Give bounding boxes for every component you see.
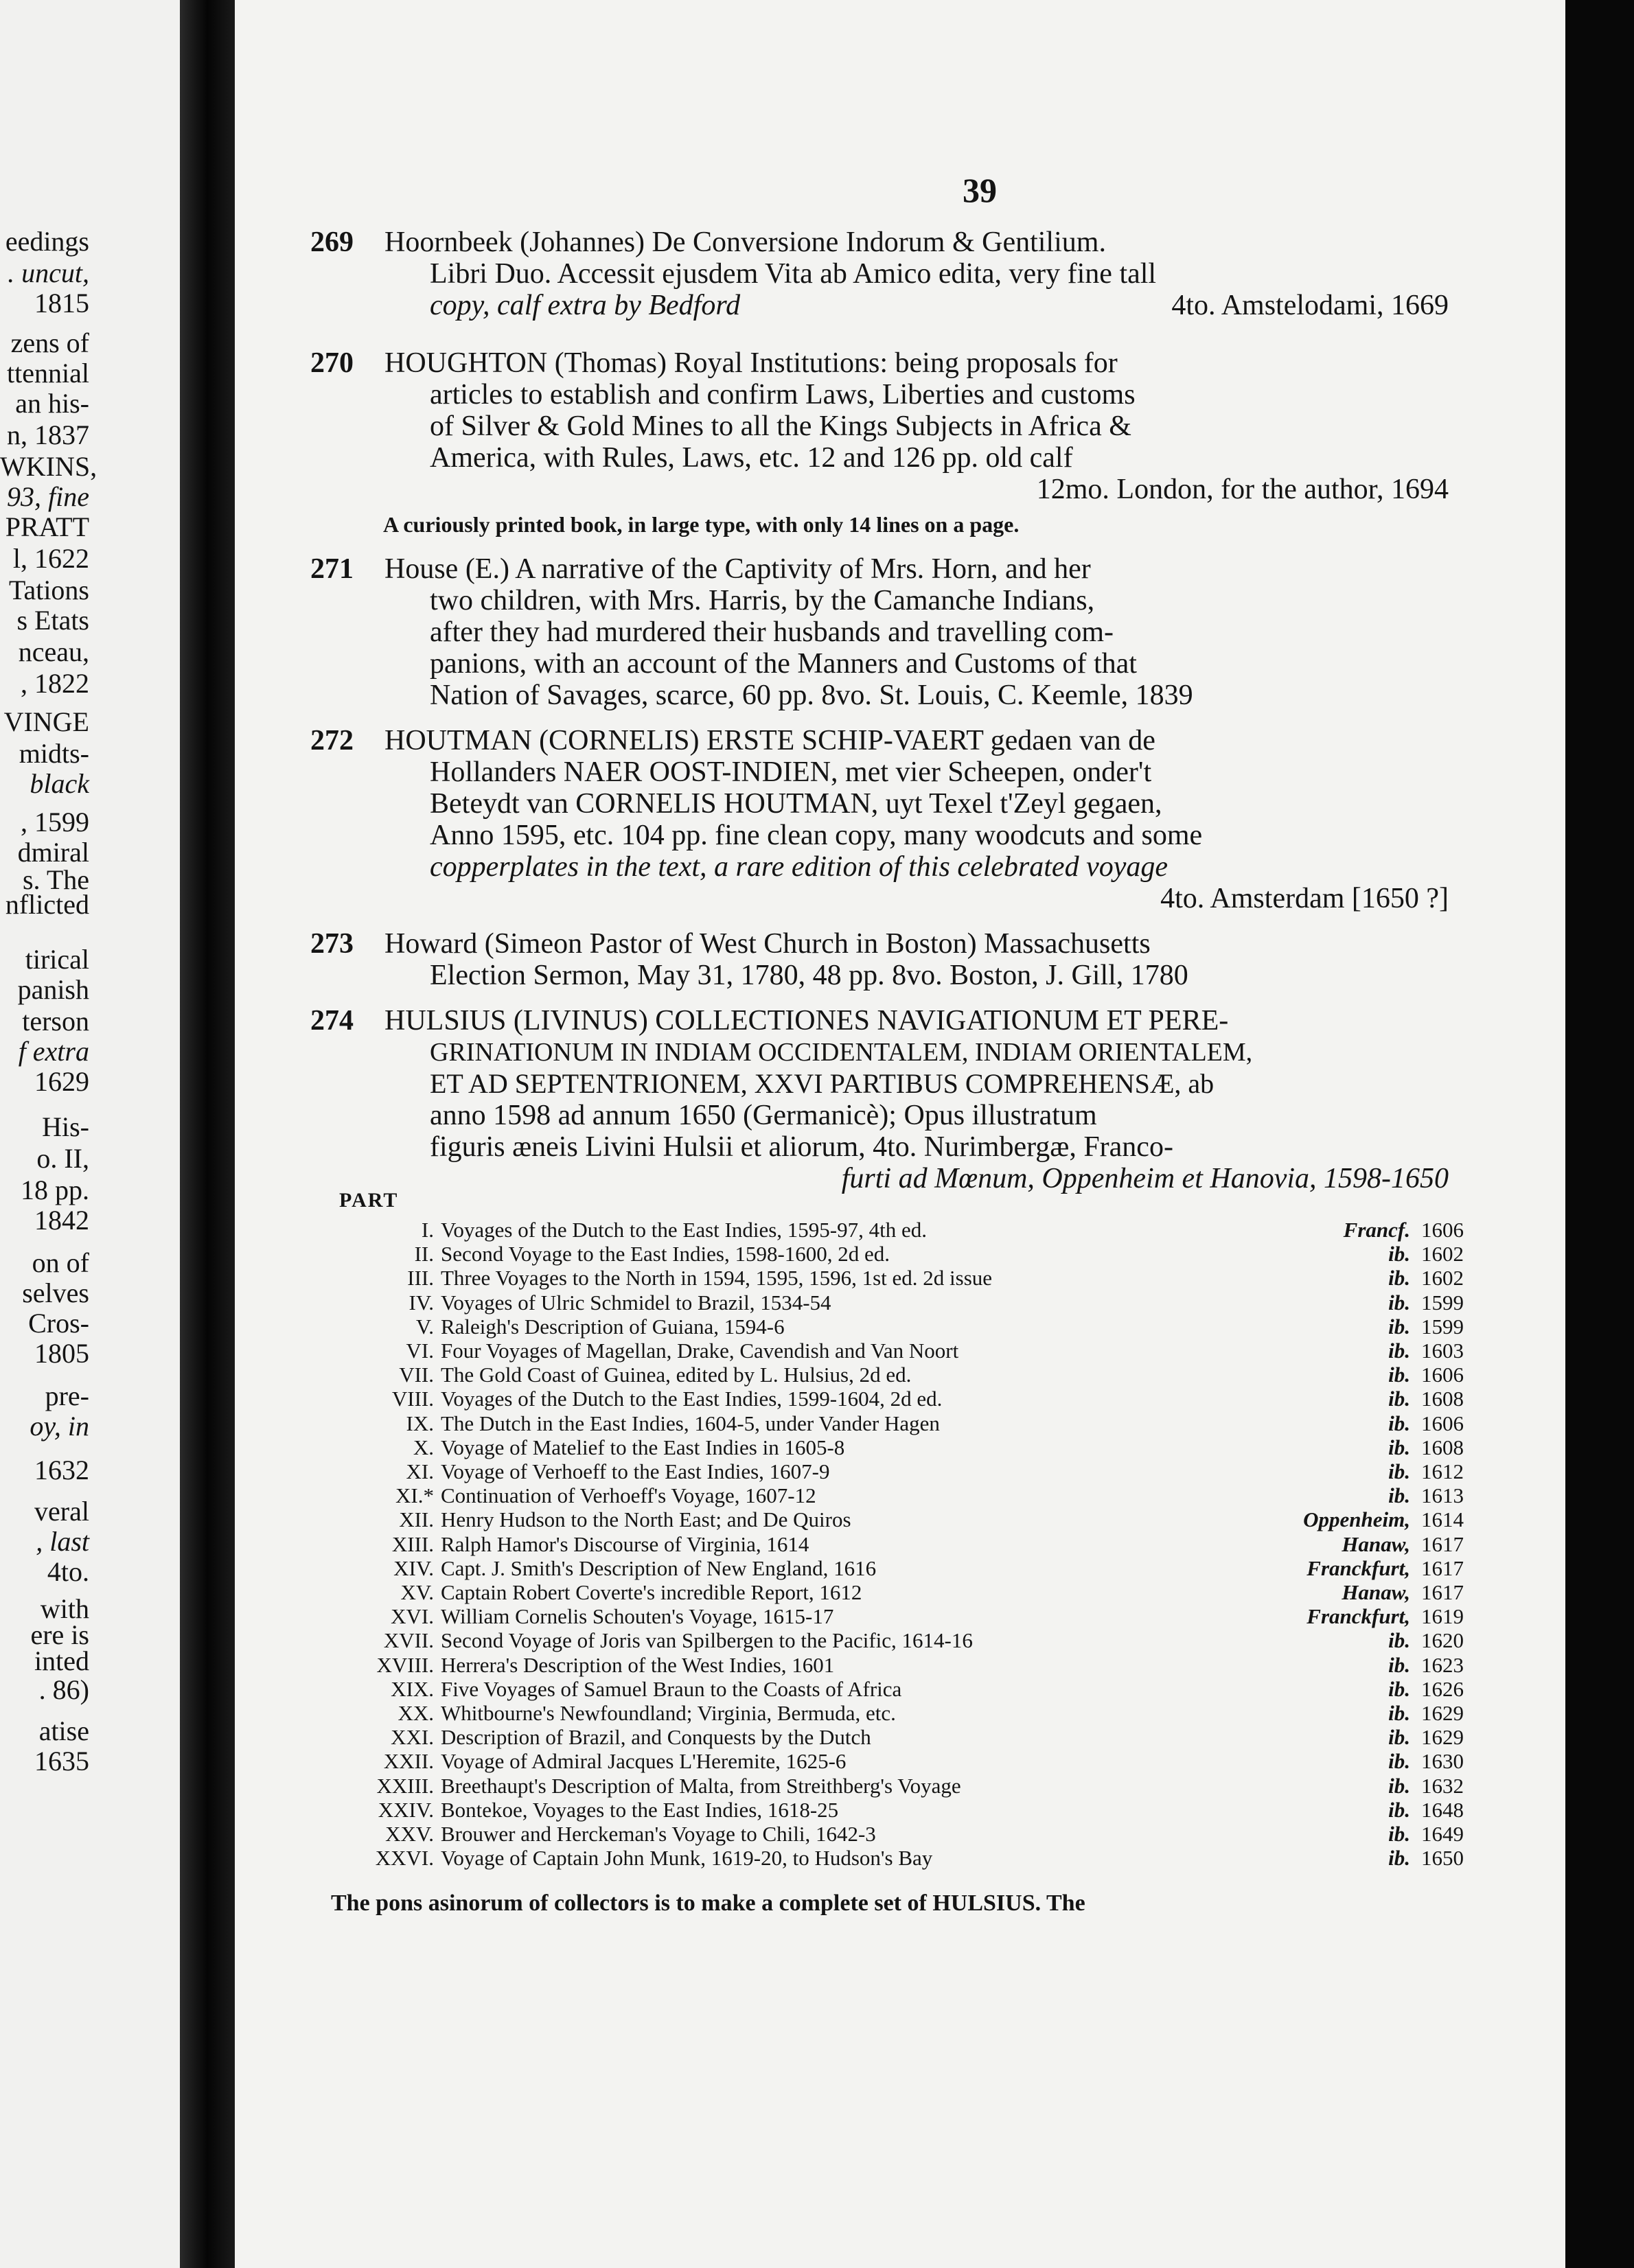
part-number: XIII. [391, 1531, 434, 1556]
part-number: VIII. [391, 1387, 434, 1411]
part-row [235, 1846, 1565, 1871]
part-year: 1632 [1421, 1773, 1464, 1798]
entry-line: HOUTMAN (CORNELIS) ERSTE SCHIP-VAERT gedaen van de [384, 725, 1155, 756]
left-page-text: 1632 [34, 1455, 89, 1485]
entry-line: two children, with Mrs. Harris, by the Camanche Indians, [430, 585, 1095, 616]
part-title: Voyages of Ulric Schmidel to Brazil, 1534-54 [441, 1290, 831, 1315]
part-title: Raleigh's Description of Guiana, 1594-6 [441, 1314, 785, 1339]
left-page-text: on of [32, 1247, 89, 1278]
parts-heading: PART [339, 1189, 399, 1212]
part-year: 1608 [1421, 1435, 1464, 1459]
part-place: ib. [1388, 1628, 1410, 1653]
part-number: XVII. [383, 1628, 434, 1653]
entry-line: articles to establish and confirm Laws, Liberties and customs [430, 379, 1136, 410]
part-number: XIX. [391, 1676, 434, 1701]
left-page-text: 18 pp. [21, 1174, 89, 1205]
left-page-text: 1842 [34, 1205, 89, 1236]
left-page-text: f extra [18, 1036, 89, 1067]
part-title: The Dutch in the East Indies, 1604-5, under Vander Hagen [441, 1411, 940, 1435]
part-title: Voyage of Admiral Jacques L'Heremite, 1625-6 [441, 1749, 847, 1774]
part-year: 1617 [1421, 1580, 1464, 1604]
part-place: ib. [1388, 1411, 1410, 1435]
part-year: 1602 [1421, 1266, 1464, 1291]
left-page-text: PRATT [5, 511, 89, 542]
part-row [235, 1580, 1565, 1605]
page-edge [1565, 0, 1634, 2268]
left-page-text: oy, in [30, 1411, 89, 1442]
part-place: ib. [1388, 1266, 1410, 1291]
left-page-text: VINGE [3, 706, 89, 737]
left-page-text: , 1822 [21, 668, 89, 699]
left-page-text: nceau, [18, 636, 89, 667]
part-row [235, 1749, 1565, 1774]
left-page-text: nflicted [5, 889, 89, 920]
part-year: 1603 [1421, 1339, 1464, 1363]
entry-line: Hollanders NAER OOST-INDIEN, met vier Scheepen, onder't [430, 756, 1152, 788]
left-page-text: ttennial [7, 358, 89, 389]
part-number: VI. [406, 1339, 434, 1363]
part-title: Second Voyage of Joris van Spilbergen to the Pacific, 1614-16 [441, 1628, 973, 1653]
part-year: 1599 [1421, 1290, 1464, 1315]
part-number: IX. [406, 1411, 434, 1435]
part-row [235, 1725, 1565, 1750]
left-page-text: an his- [15, 388, 89, 419]
entry-number: 269 [310, 227, 354, 258]
entry-line: of Silver & Gold Mines to all the Kings Subjects in Africa & [430, 410, 1131, 442]
part-place: ib. [1388, 1242, 1410, 1266]
part-year: 1650 [1421, 1846, 1464, 1871]
part-year: 1623 [1421, 1652, 1464, 1677]
part-row [235, 1556, 1565, 1581]
part-title: Herrera's Description of the West Indies, 1601 [441, 1652, 835, 1677]
part-place: ib. [1388, 1387, 1410, 1411]
left-page-text: zens of [10, 327, 89, 358]
entry-imprint: 12mo. London, for the author, 1694 [1036, 474, 1449, 505]
part-number: XVI. [391, 1604, 434, 1629]
part-year: 1620 [1421, 1628, 1464, 1653]
left-page-text: Tations [8, 575, 89, 605]
part-place: ib. [1388, 1459, 1410, 1483]
part-title: Voyages of the Dutch to the East Indies, 1595-97, 4th ed. [441, 1218, 927, 1242]
entry-line: HULSIUS (LIVINUS) COLLECTIONES NAVIGATIONUM ET PERE- [384, 1005, 1229, 1037]
entry-line: Hoornbeek (Johannes) De Conversione Indorum & Gentilium. [384, 227, 1106, 258]
part-row [235, 1435, 1565, 1460]
part-row [235, 1507, 1565, 1532]
part-place: ib. [1388, 1290, 1410, 1315]
left-page-text: . 86) [38, 1674, 89, 1705]
part-number: XXIV. [378, 1797, 434, 1822]
part-year: 1612 [1421, 1459, 1464, 1483]
entry-line: Anno 1595, etc. 104 pp. fine clean copy, many woodcuts and some [430, 820, 1203, 851]
part-title: Continuation of Verhoeff's Voyage, 1607-12 [441, 1483, 816, 1508]
part-title: Five Voyages of Samuel Braun to the Coasts of Africa [441, 1676, 902, 1701]
entry-number: 272 [310, 725, 354, 756]
part-number: V. [415, 1314, 434, 1339]
entry-line: figuris æneis Livini Hulsii et aliorum, 4to. Nurimbergæ, Franco- [430, 1131, 1173, 1163]
part-number: XX. [398, 1701, 434, 1725]
part-row [235, 1822, 1565, 1847]
part-place: ib. [1388, 1483, 1410, 1508]
left-page-text: , 1599 [21, 807, 89, 837]
part-number: XI.* [395, 1483, 434, 1508]
part-year: 1648 [1421, 1797, 1464, 1822]
part-number: IV. [408, 1290, 434, 1315]
left-page-text: 1815 [34, 288, 89, 319]
part-year: 1649 [1421, 1822, 1464, 1846]
part-row [235, 1291, 1565, 1315]
entry-line: copperplates in the text, a rare edition of this celebrated voyage [430, 851, 1168, 883]
left-page-text: 1805 [34, 1338, 89, 1369]
part-row [235, 1604, 1565, 1629]
part-title: Voyage of Verhoeff to the East Indies, 1607-9 [441, 1459, 830, 1483]
part-place: ib. [1388, 1314, 1410, 1339]
part-row [235, 1315, 1565, 1339]
left-page-text: panish [17, 974, 89, 1005]
part-row [235, 1242, 1565, 1266]
part-number: VII. [399, 1363, 434, 1387]
part-number: XIV. [393, 1555, 434, 1580]
book-gutter [180, 0, 235, 2268]
part-year: 1606 [1421, 1363, 1464, 1387]
part-title: Description of Brazil, and Conquests by the Dutch [441, 1725, 871, 1750]
part-number: II. [414, 1242, 434, 1266]
entry-line: copy, calf extra by Bedford [430, 290, 741, 321]
part-year: 1617 [1421, 1531, 1464, 1556]
left-page-text: n, 1837 [7, 419, 89, 450]
part-row [235, 1701, 1565, 1726]
part-row [235, 1677, 1565, 1702]
part-number: XV. [400, 1580, 434, 1604]
part-title: Ralph Hamor's Discourse of Virginia, 1614 [441, 1531, 809, 1556]
entry-line: after they had murdered their husbands and travelling com- [430, 616, 1114, 648]
part-title: William Cornelis Schouten's Voyage, 1615-17 [441, 1604, 834, 1629]
part-title: Four Voyages of Magellan, Drake, Cavendish and Van Noort [441, 1339, 959, 1363]
page-number: 39 [963, 171, 997, 209]
part-year: 1629 [1421, 1701, 1464, 1725]
left-page-text: ere is [30, 1619, 89, 1650]
part-place: ib. [1388, 1676, 1410, 1701]
left-page-text: inted [34, 1645, 89, 1676]
part-place: ib. [1388, 1652, 1410, 1677]
part-place: ib. [1388, 1797, 1410, 1822]
entry-line: HOUGHTON (Thomas) Royal Institutions: being proposals for [384, 347, 1118, 379]
entry-line: Nation of Savages, scarce, 60 pp. 8vo. St. Louis, C. Keemle, 1839 [430, 680, 1193, 711]
entry-imprint: 4to. Amstelodami, 1669 [1171, 290, 1449, 321]
entry-line: anno 1598 ad annum 1650 (Germanicè); Opus illustratum [430, 1100, 1097, 1131]
part-number: XVIII. [376, 1652, 434, 1677]
part-place: ib. [1388, 1435, 1410, 1459]
left-page-text: 1635 [34, 1746, 89, 1777]
part-place: Franckfurt, [1307, 1604, 1410, 1629]
part-place: Hanaw, [1342, 1580, 1410, 1604]
left-page-text: with [40, 1593, 89, 1624]
entry-line: Beteydt van CORNELIS HOUTMAN, uyt Texel t'Zeyl gegaen, [430, 788, 1162, 820]
left-page-text: s Etats [16, 605, 89, 636]
part-row [235, 1459, 1565, 1484]
part-place: ib. [1388, 1822, 1410, 1846]
part-title: Voyages of the Dutch to the East Indies, 1599-1604, 2d ed. [441, 1387, 943, 1411]
left-page-text: s. The [22, 864, 89, 895]
part-row [235, 1363, 1565, 1387]
part-year: 1606 [1421, 1411, 1464, 1435]
part-year: 1602 [1421, 1242, 1464, 1266]
left-page-text: veral [34, 1496, 89, 1527]
part-row [235, 1483, 1565, 1508]
part-title: Brouwer and Herckeman's Voyage to Chili, 1642-3 [441, 1822, 876, 1846]
entry-line: panions, with an account of the Manners and Customs of that [430, 648, 1137, 680]
left-page-text: midts- [19, 738, 89, 769]
part-place: ib. [1388, 1339, 1410, 1363]
part-year: 1629 [1421, 1725, 1464, 1750]
part-place: ib. [1388, 1846, 1410, 1871]
part-title: Voyage of Captain John Munk, 1619-20, to Hudson's Bay [441, 1846, 933, 1871]
left-page-text: black [30, 768, 89, 799]
part-place: ib. [1388, 1773, 1410, 1798]
left-page-text: eedings [5, 226, 89, 257]
part-year: 1626 [1421, 1676, 1464, 1701]
part-place: Francf. [1343, 1218, 1410, 1242]
left-page-text: o. II, [36, 1143, 89, 1174]
entry-number: 274 [310, 1005, 354, 1037]
part-year: 1630 [1421, 1749, 1464, 1774]
left-page-text: WKINS, [0, 451, 97, 482]
left-page-text: His- [42, 1111, 89, 1142]
left-page-text: tirical [25, 944, 89, 975]
part-number: I. [421, 1218, 434, 1242]
entry-number: 273 [310, 928, 354, 960]
entry-imprint: 4to. Amsterdam [1650 ?] [1160, 883, 1449, 914]
part-title: Second Voyage to the East Indies, 1598-1600, 2d ed. [441, 1242, 890, 1266]
entry-line: Howard (Simeon Pastor of West Church in Boston) Massachusetts [384, 928, 1151, 960]
left-page-text: Cros- [28, 1308, 89, 1339]
part-number: XXII. [383, 1749, 434, 1774]
part-title: Capt. J. Smith's Description of New England, 1616 [441, 1555, 877, 1580]
left-page-text: . uncut, [8, 257, 89, 288]
part-row [235, 1774, 1565, 1798]
entry-imprint: furti ad Mœnum, Oppenheim et Hanovia, 1598-1650 [841, 1163, 1449, 1194]
part-row [235, 1218, 1565, 1242]
entry-line: GRINATIONUM IN INDIAM OCCIDENTALEM, INDIAM ORIENTALEM, [430, 1038, 1253, 1067]
left-page-text: terson [22, 1006, 89, 1037]
part-number: XI. [406, 1459, 434, 1483]
entry-line: Election Sermon, May 31, 1780, 48 pp. 8vo. Boston, J. Gill, 1780 [430, 960, 1188, 991]
left-page-fragment [0, 0, 180, 2268]
entry-line: House (E.) A narrative of the Captivity of Mrs. Horn, and her [384, 553, 1091, 585]
left-page-text: dmiral [17, 837, 89, 868]
part-title: Whitbourne's Newfoundland; Virginia, Bermuda, etc. [441, 1701, 896, 1725]
part-title: Captain Robert Coverte's incredible Report, 1612 [441, 1580, 862, 1604]
part-year: 1613 [1421, 1483, 1464, 1508]
part-title: Bontekoe, Voyages to the East Indies, 1618-25 [441, 1797, 839, 1822]
part-row [235, 1628, 1565, 1653]
part-row [235, 1798, 1565, 1822]
left-page-text: atise [38, 1715, 89, 1746]
part-place: Hanaw, [1342, 1531, 1410, 1556]
part-year: 1617 [1421, 1555, 1464, 1580]
catalogue-page [235, 0, 1565, 2268]
part-year: 1619 [1421, 1604, 1464, 1629]
part-place: Franckfurt, [1307, 1555, 1410, 1580]
part-number: X. [413, 1435, 434, 1459]
part-row [235, 1339, 1565, 1363]
left-page-text: selves [22, 1277, 89, 1308]
part-place: ib. [1388, 1725, 1410, 1750]
entry-line: ET AD SEPTENTRIONEM, XXVI PARTIBUS COMPREHENSÆ, ab [430, 1068, 1215, 1099]
left-page-text: 1629 [34, 1066, 89, 1097]
part-number: XII. [399, 1507, 434, 1532]
part-title: Henry Hudson to the North East; and De Quiros [441, 1507, 851, 1532]
left-page-text: 4to. [47, 1556, 89, 1587]
part-row [235, 1411, 1565, 1436]
left-page-text: l, 1622 [12, 543, 89, 574]
footer-line: The pons asinorum of collectors is to make a complete set of HULSIUS. The [331, 1890, 1085, 1916]
left-page-text: , last [36, 1526, 89, 1557]
part-row [235, 1266, 1565, 1291]
part-title: The Gold Coast of Guinea, edited by L. Hulsius, 2d ed. [441, 1363, 912, 1387]
entry-number: 270 [310, 347, 354, 379]
part-year: 1606 [1421, 1218, 1464, 1242]
entry-number: 271 [310, 553, 354, 585]
part-number: XXI. [391, 1725, 434, 1750]
entry-line: America, with Rules, Laws, etc. 12 and 126 pp. old calf [430, 442, 1073, 474]
part-row [235, 1387, 1565, 1411]
part-title: Voyage of Matelief to the East Indies in 1605-8 [441, 1435, 845, 1459]
part-number: XXVI. [375, 1846, 434, 1871]
part-title: Breethaupt's Description of Malta, from Streithberg's Voyage [441, 1773, 961, 1798]
left-page-text: pre- [45, 1380, 89, 1411]
part-place: ib. [1388, 1701, 1410, 1725]
part-year: 1614 [1421, 1507, 1464, 1532]
part-title: Three Voyages to the North in 1594, 1595, 1596, 1st ed. 2d issue [441, 1266, 993, 1291]
part-place: ib. [1388, 1749, 1410, 1774]
part-number: XXV. [385, 1822, 434, 1846]
left-page-text: 93, fine [7, 481, 89, 512]
part-row [235, 1532, 1565, 1557]
part-place: ib. [1388, 1363, 1410, 1387]
entry-line: Libri Duo. Accessit ejusdem Vita ab Amico edita, very fine tall [430, 258, 1157, 290]
part-number: XXIII. [376, 1773, 434, 1798]
part-year: 1608 [1421, 1387, 1464, 1411]
part-row [235, 1653, 1565, 1678]
entry-note: A curiously printed book, in large type, with only 14 lines on a page. [383, 512, 1020, 537]
part-year: 1599 [1421, 1314, 1464, 1339]
part-number: III. [407, 1266, 434, 1291]
part-place: Oppenheim, [1303, 1507, 1410, 1532]
